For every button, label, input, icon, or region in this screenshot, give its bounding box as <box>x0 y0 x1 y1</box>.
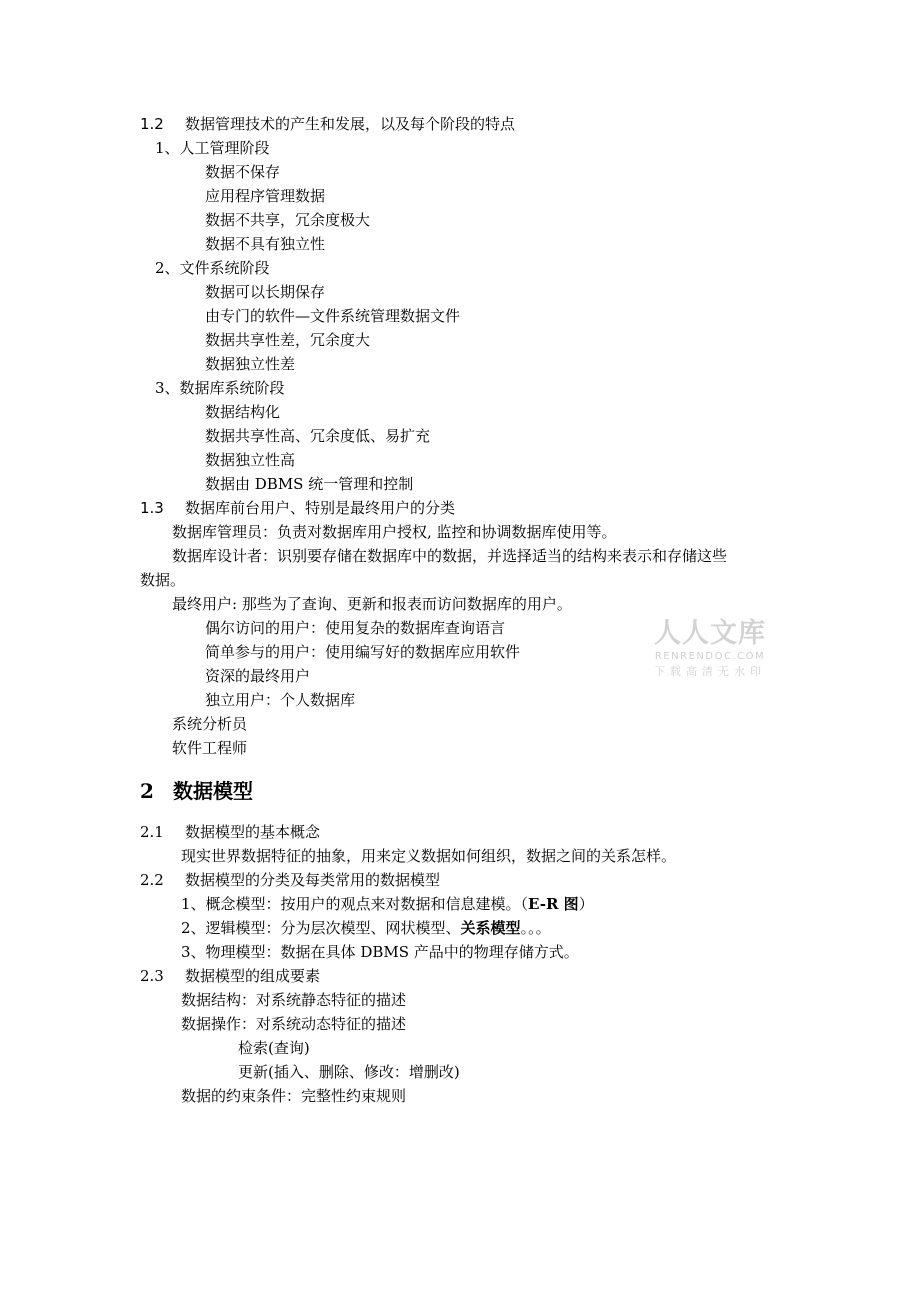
list-item: 偶尔访问的用户：使用复杂的数据库查询语言 <box>205 619 506 637</box>
list-item: 数据共享性高、冗余度低、易扩充 <box>205 427 431 445</box>
list-item: 简单参与的用户：使用编写好的数据库应用软件 <box>205 643 521 661</box>
list-item: 数据不共享，冗余度极大 <box>205 211 371 229</box>
watermark-tagline: 下载高清无水印 <box>654 665 766 678</box>
list-item: 应用程序管理数据 <box>205 187 326 205</box>
operation-retrieve: 检索(查询) <box>238 1039 310 1057</box>
list-item: 数据不具有独立性 <box>205 235 326 253</box>
watermark <box>646 618 774 680</box>
stage-2-title: 2、文件系统阶段 <box>155 259 270 277</box>
list-item: 数据不保存 <box>205 163 281 181</box>
list-item: 数据共享性差，冗余度大 <box>205 331 371 349</box>
item-emphasis: 关系模型 <box>460 919 521 937</box>
list-item: 数据由 DBMS 统一管理和控制 <box>205 475 414 493</box>
section-number: 2.2 <box>140 871 164 889</box>
data-operation: 数据操作：对系统动态特征的描述 <box>181 1015 407 1033</box>
section-2-3-heading <box>140 966 320 986</box>
list-item: 数据可以长期保存 <box>205 283 326 301</box>
model-item-physical: 3、物理模型：数据在具体 DBMS 产品中的物理存储方式。 <box>181 943 579 961</box>
model-item-conceptual <box>181 894 594 914</box>
data-structure: 数据结构：对系统静态特征的描述 <box>181 991 407 1009</box>
section-2-2-heading <box>140 870 440 890</box>
section-number: 1.3 <box>140 499 164 517</box>
chapter-number: 2 <box>140 779 154 803</box>
watermark-logo-text: 人人文库 <box>654 618 766 649</box>
section-number: 1.2 <box>140 115 164 133</box>
item-text: 2、逻辑模型：分为层次模型、网状模型、 <box>181 919 461 937</box>
section-title: 数据模型的组成要素 <box>185 967 321 985</box>
end-users-description: 最终用户: 那些为了查询、更新和报表而访问数据库的用户。 <box>172 595 572 613</box>
item-text-end: 。。。 <box>520 919 551 937</box>
section-title: 数据库前台用户、特别是最终用户的分类 <box>185 499 456 517</box>
model-item-logical <box>181 918 551 938</box>
watermark-site: RENRENDOC.COM <box>654 651 766 662</box>
software-engineer: 软件工程师 <box>172 739 248 757</box>
section-number: 2.3 <box>140 967 164 985</box>
section-title: 数据模型的基本概念 <box>185 823 321 841</box>
chapter-title: 数据模型 <box>173 779 253 803</box>
chapter-2-heading <box>140 778 253 804</box>
stage-3-title: 3、数据库系统阶段 <box>155 379 285 397</box>
item-text-end: ） <box>578 895 594 913</box>
list-item: 由专门的软件—文件系统管理数据文件 <box>205 307 461 325</box>
section-title: 数据管理技术的产生和发展，以及每个阶段的特点 <box>185 115 516 133</box>
section-1-2-heading <box>140 114 515 134</box>
operation-update: 更新(插入、删除、修改：增删改) <box>238 1063 460 1081</box>
designer-description: 数据库设计者：识别要存储在数据库中的数据，并选择适当的结构来表示和存储这些 <box>172 547 728 565</box>
list-item: 资深的最终用户 <box>205 667 311 685</box>
item-text: 1、概念模型：按用户的观点来对数据和信息建模。（ <box>181 895 529 913</box>
dba-description: 数据库管理员：负责对数据库用户授权, 监控和协调数据库使用等。 <box>172 523 617 541</box>
stage-1-title: 1、人工管理阶段 <box>155 139 270 157</box>
designer-description-cont: 数据。 <box>140 571 186 589</box>
system-analyst: 系统分析员 <box>172 715 248 733</box>
data-constraint: 数据的约束条件：完整性约束规则 <box>181 1087 407 1105</box>
section-2-1-body: 现实世界数据特征的抽象，用来定义数据如何组织，数据之间的关系怎样。 <box>181 847 677 865</box>
list-item: 独立用户：个人数据库 <box>205 691 356 709</box>
section-2-1-heading <box>140 822 320 842</box>
section-title: 数据模型的分类及每类常用的数据模型 <box>185 871 441 889</box>
section-number: 2.1 <box>140 823 164 841</box>
list-item: 数据结构化 <box>205 403 281 421</box>
section-1-3-heading <box>140 498 455 518</box>
item-emphasis: E-R 图 <box>528 895 579 913</box>
list-item: 数据独立性高 <box>205 451 296 469</box>
list-item: 数据独立性差 <box>205 355 296 373</box>
